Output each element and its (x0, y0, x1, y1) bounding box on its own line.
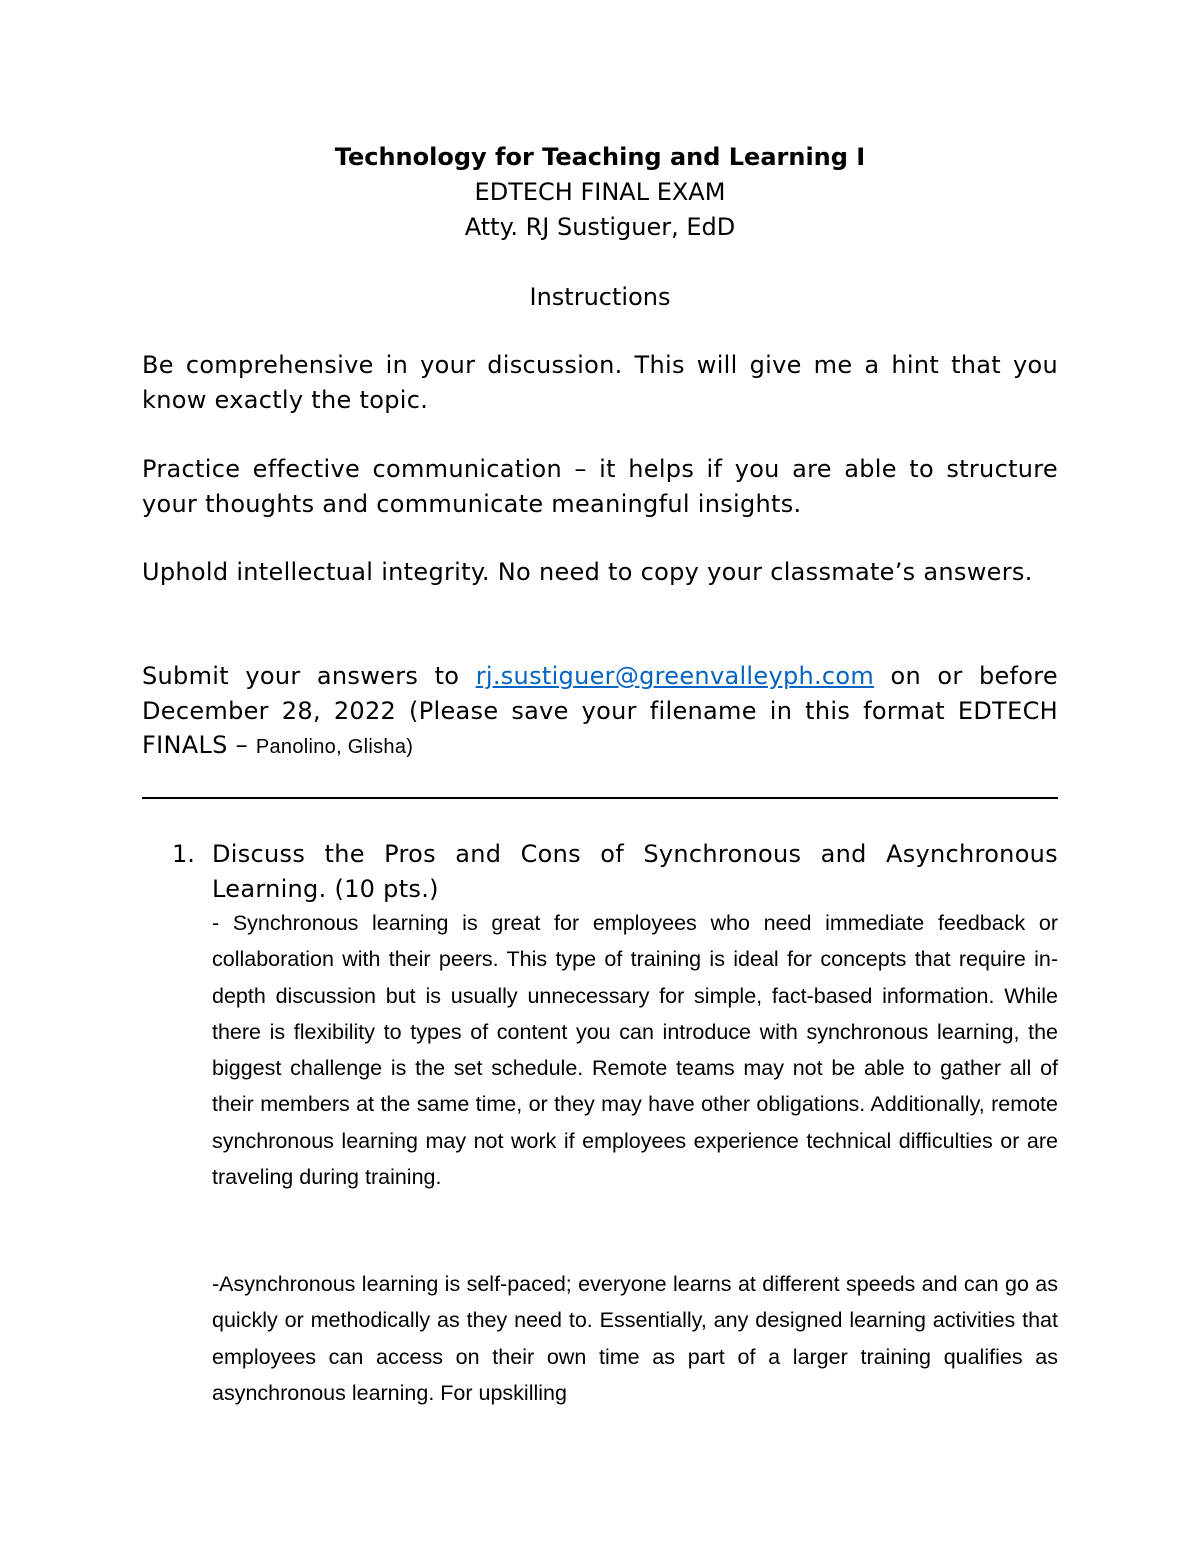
submission-email-link[interactable]: rj.sustiguer@greenvalleyph.com (475, 662, 875, 690)
instructor-name: Atty. RJ Sustiguer, EdD (464, 213, 736, 241)
instruction-communication: Practice effective communication – it helps if you are able to structure your thoughts and communicate meaningful insights. (142, 455, 1058, 518)
instruction-integrity: Uphold intellectual integrity. No need to copy your classmate’s answers. (142, 558, 1033, 586)
student-name: Panolino, Glisha (255, 736, 407, 758)
horizontal-divider (142, 797, 1058, 799)
instruction-comprehensive: Be comprehensive in your discussion. This will give me a hint that you know exactly the topic. (142, 351, 1058, 414)
question-text: Discuss the Pros and Cons of Synchronous and Asynchronous Learning. (10 pts.) (212, 840, 1058, 903)
exam-subtitle: EDTECH FINAL EXAM (474, 178, 726, 206)
instruction-submission (142, 659, 1058, 765)
document-header (142, 140, 1058, 315)
submission-close-paren: ) (406, 736, 414, 758)
answer-asynchronous: -Asynchronous learning is self-paced; everyone learns at different speeds and can go as quickly or methodically as they need to. Essentially, any designed learning activities that employees can access on their own time as part of a larger training qualifies as asynchronous learning. For upskilling (212, 1272, 1058, 1405)
answer-synchronous: - Synchronous learning is great for employees who need immediate feedback or collaboration with their peers. This type of training is ideal for concepts that require in-depth discussion but is usually unnecessary for simple, fact-based information. While there is flexibility to types of content you can introduce with synchronous learning, the biggest challenge is the set schedule. Remote teams may not be able to gather all of their members at the same time, or they may have other obligations. Additionally, remote synchronous learning may not work if employees experience technical difficulties or are traveling during training. (212, 911, 1058, 1190)
submission-text-after: on or before December 28, 2022 (Please save your filename in this format EDTECH FINALS – (142, 662, 1058, 759)
submission-text-before: Submit your answers to (142, 662, 476, 690)
question-number: 1. (172, 840, 195, 868)
instructions-heading: Instructions (529, 283, 671, 311)
document-title: Technology for Teaching and Learning I (334, 143, 866, 171)
